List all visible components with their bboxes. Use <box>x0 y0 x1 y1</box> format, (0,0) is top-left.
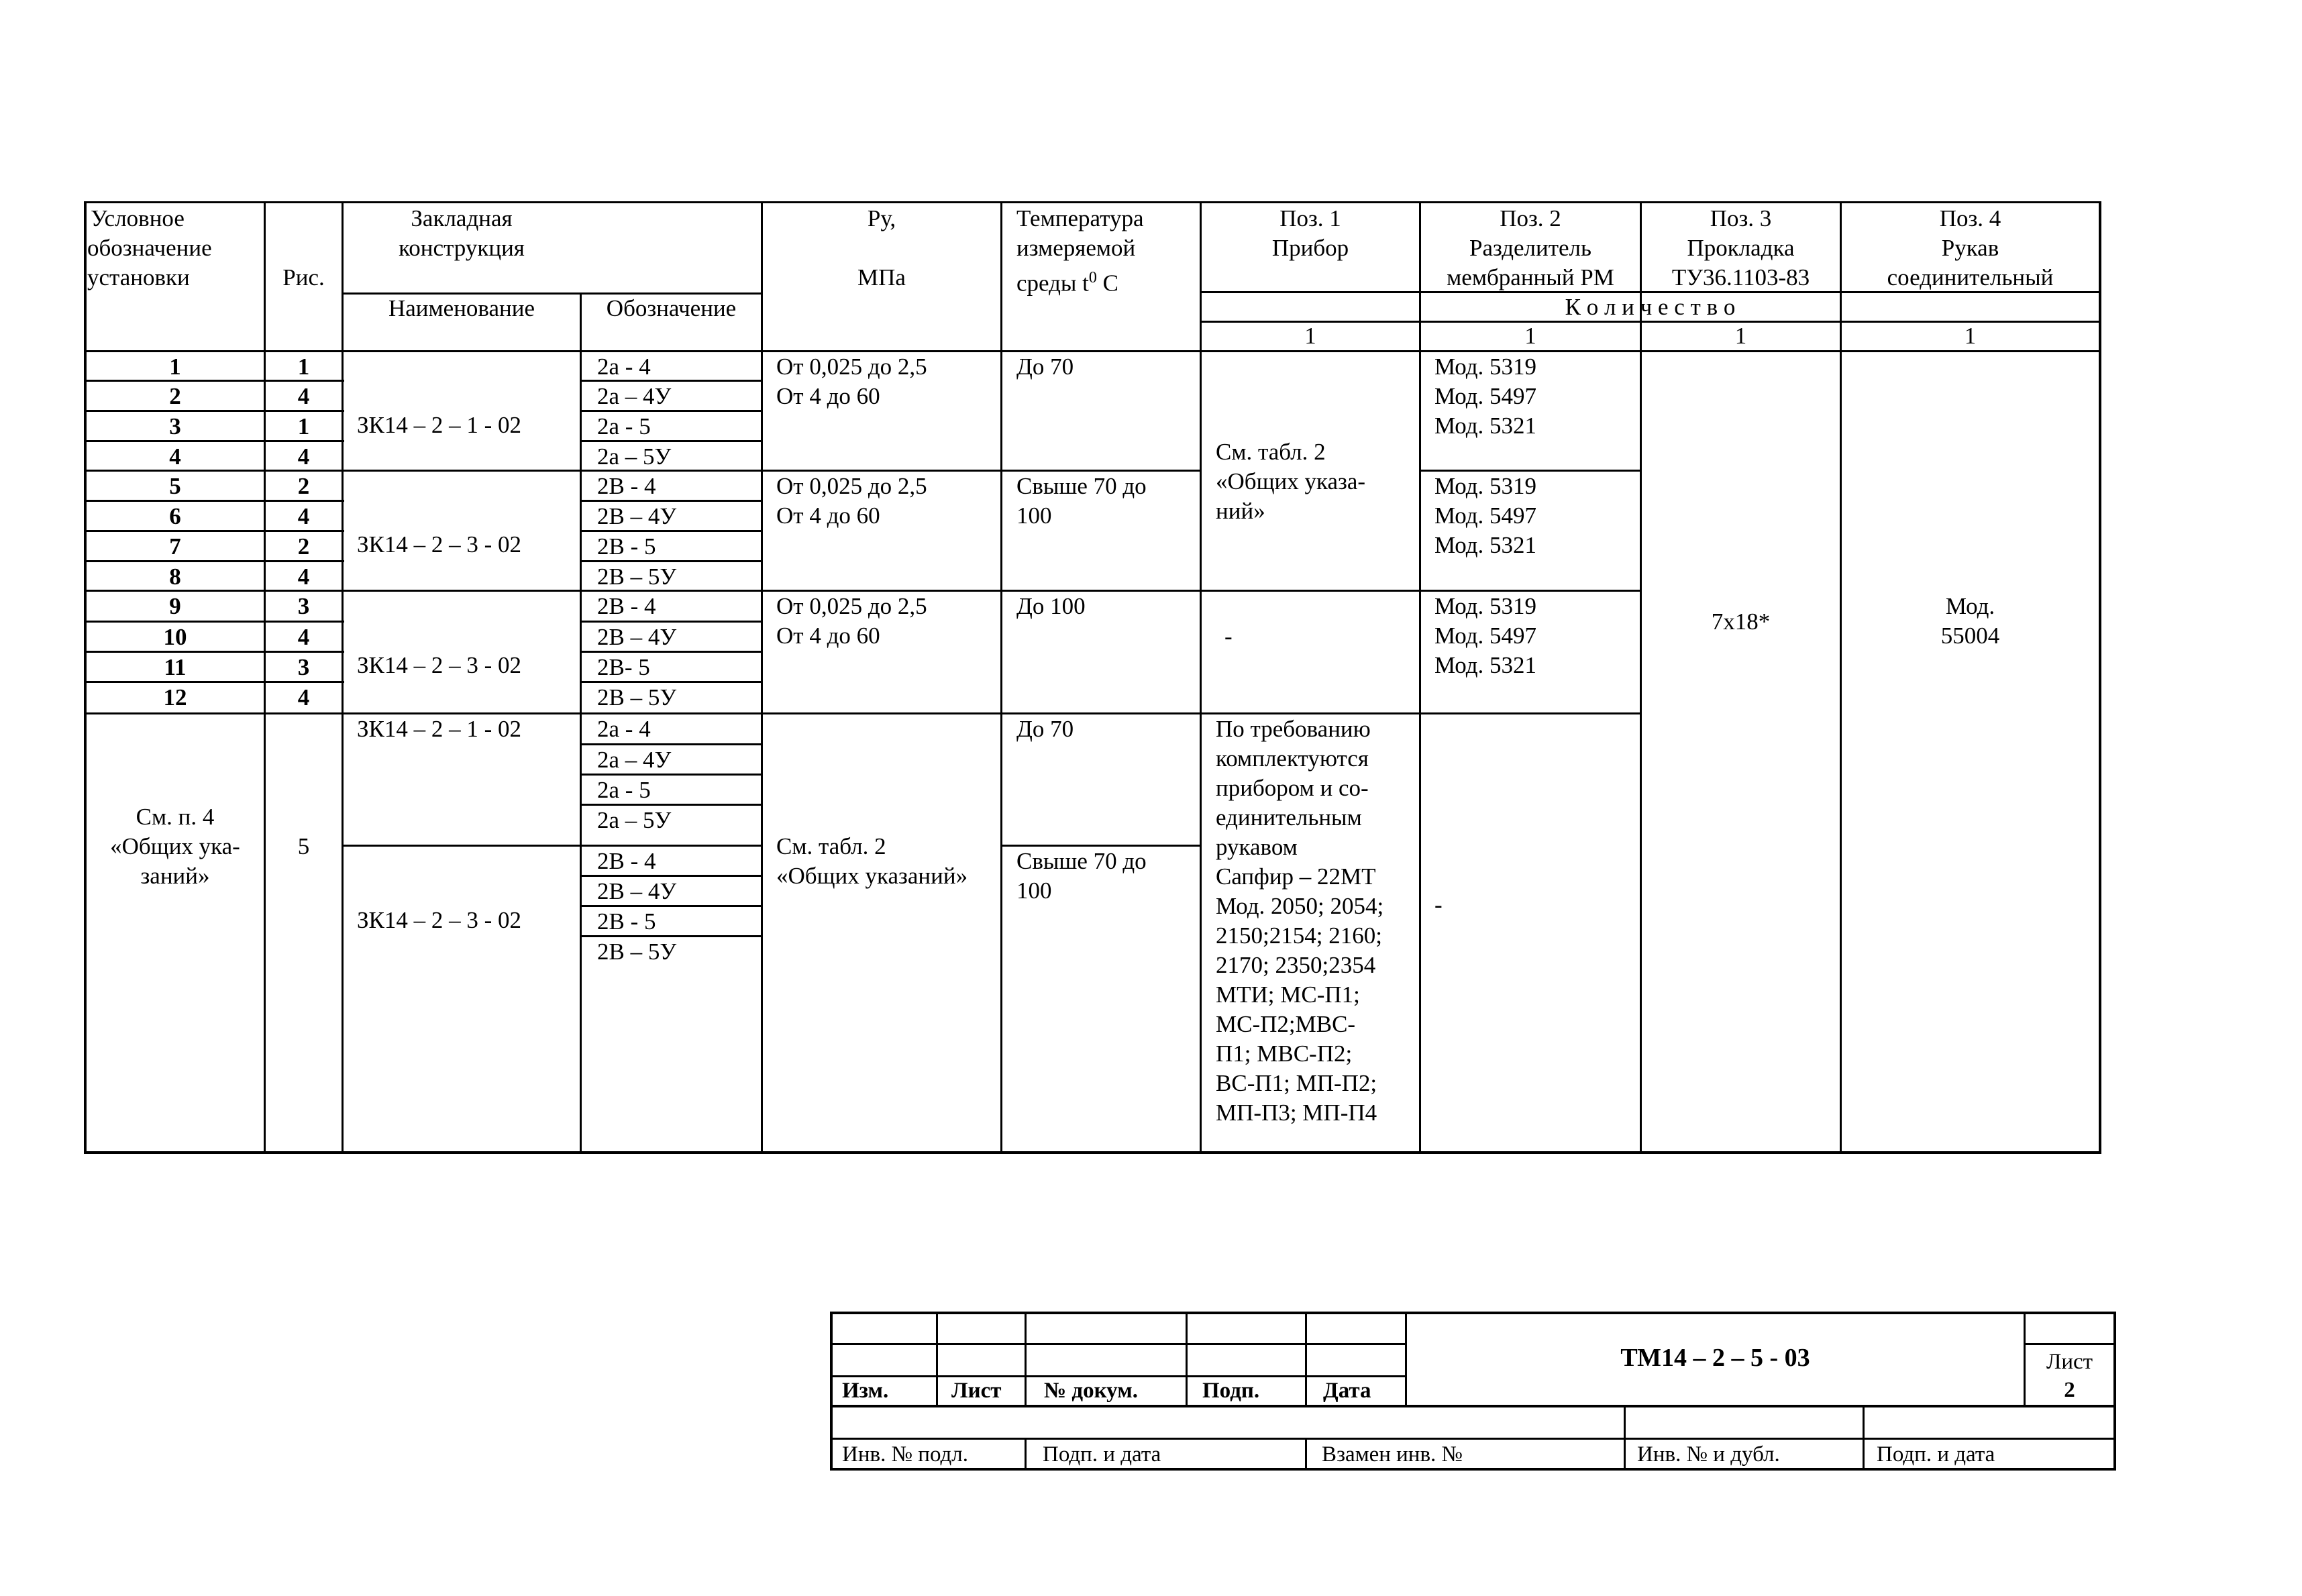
table-line <box>1000 201 1002 1153</box>
pressure-line: От 0,025 до 2,5 <box>776 473 927 499</box>
temperature-text: среды t <box>1016 270 1089 297</box>
stamp-inv-dubl: Инв. № и дубл. <box>1637 1442 1780 1467</box>
header-code-line: установки <box>87 264 190 290</box>
degree-sup: 0 <box>1088 269 1097 286</box>
bottom-pos1 <box>1216 714 1383 1128</box>
group-pressure <box>776 472 927 531</box>
table-line <box>2099 201 2101 1153</box>
stamp-line <box>1863 1405 1865 1469</box>
header-embedded <box>344 204 580 263</box>
row-number: 6 <box>169 503 181 529</box>
row-fig: 2 <box>297 533 310 560</box>
header-pos1 <box>1202 204 1419 263</box>
stamp-line <box>830 1343 1407 1345</box>
bottom-temp-line: 100 <box>1016 877 1052 904</box>
bottom-designation: 2а - 5 <box>597 777 651 803</box>
stamp-podp-data: Подп. и дата <box>1043 1442 1161 1467</box>
stamp-podp: Подп. <box>1202 1379 1260 1403</box>
bottom-pos1-line: МП-П3; МП-П4 <box>1216 1100 1377 1126</box>
bottom-temp-1: До 70 <box>1016 716 1074 742</box>
row-designation: 2В – 4У <box>597 624 677 650</box>
group-name: ЗК14 – 2 – 3 - 02 <box>357 531 522 557</box>
header-temperature-line: Температура <box>1016 205 1144 231</box>
bottom-fig: 5 <box>297 833 310 859</box>
stamp-line <box>2024 1343 2116 1345</box>
header-pos3-line: Прокладка <box>1687 235 1795 261</box>
stamp-list: Лист <box>951 1379 1002 1403</box>
bottom-pos1-line: Мод. 2050; 2054; <box>1216 893 1384 919</box>
header-pos2-line: мембранный РМ <box>1447 264 1614 290</box>
row-fig: 4 <box>297 443 310 470</box>
bottom-code <box>87 802 264 891</box>
group-temp: До 70 <box>1016 354 1074 380</box>
stamp-line <box>1624 1405 1626 1469</box>
header-temperature-line <box>1016 263 1198 299</box>
model-line: Мод. 5321 <box>1434 652 1537 678</box>
bottom-pos1-line: По требованию <box>1216 716 1371 742</box>
bottom-code-line: «Общих ука- <box>110 833 240 859</box>
row-designation: 2В - 5 <box>597 533 656 560</box>
bottom-code-line: См. п. 4 <box>136 804 215 830</box>
bottom-pos1-line: единительным <box>1216 804 1362 831</box>
stamp-line <box>2113 1312 2116 1471</box>
row-designation: 2В – 5У <box>597 564 677 590</box>
group-name: ЗК14 – 2 – 1 - 02 <box>357 412 522 438</box>
stamp-docnum: № докум. <box>1044 1379 1138 1403</box>
bottom-designation: 2В - 4 <box>597 848 656 874</box>
bottom-pos1-line: комплектуются <box>1216 745 1369 772</box>
row-designation: 2В- 5 <box>597 654 650 680</box>
pos1-note <box>1216 437 1365 526</box>
pressure-line: От 4 до 60 <box>776 623 880 649</box>
stamp-line <box>1025 1312 1027 1405</box>
row-number: 1 <box>169 354 181 380</box>
header-pos2-line: Разделитель <box>1469 235 1591 261</box>
header-pos1-line: Прибор <box>1271 235 1349 261</box>
row-designation: 2В – 5У <box>597 684 677 710</box>
row-fig: 4 <box>297 684 310 710</box>
group-pressure <box>776 352 927 411</box>
bottom-pos1-line: 2170; 2350;2354 <box>1216 952 1376 978</box>
bottom-pos1-line: ВС-П1; МП-П2; <box>1216 1070 1377 1096</box>
row-number: 8 <box>169 564 181 590</box>
stamp-line <box>830 1312 2116 1314</box>
header-code-line: Условное <box>91 205 185 231</box>
bottom-pos2: - <box>1434 892 1443 918</box>
bottom-pos1-line: МС-П2;МВС- <box>1216 1011 1356 1037</box>
stamp-sheet-number: 2 <box>2064 1378 2075 1402</box>
model-line: Мод. 5497 <box>1434 502 1537 529</box>
row-number: 7 <box>169 533 181 560</box>
group-temp <box>1016 472 1147 531</box>
stamp-line <box>936 1312 938 1405</box>
bottom-designation: 2В - 5 <box>597 908 656 935</box>
bottom-pos1-line: 2150;2154; 2160; <box>1216 922 1382 949</box>
pos4-value <box>1842 592 2099 651</box>
stamp-line <box>830 1405 2116 1407</box>
header-embedded-line: конструкция <box>399 235 525 261</box>
bottom-pos1-line: П1; МВС-П2; <box>1216 1041 1353 1067</box>
header-pos1-line: Поз. 1 <box>1279 205 1341 231</box>
header-qty-2: 1 <box>1524 323 1536 349</box>
row-fig: 2 <box>297 473 310 499</box>
stamp-inv-podl: Инв. № подл. <box>842 1442 969 1467</box>
pos1-note-line: См. табл. 2 <box>1216 439 1326 465</box>
bottom-designation: 2а - 4 <box>597 716 651 742</box>
table-line <box>84 201 2101 203</box>
header-qty-1: 1 <box>1304 323 1316 349</box>
stamp-line <box>1186 1312 1188 1405</box>
header-pos4-line: Поз. 4 <box>1939 205 2001 231</box>
bottom-temp-2 <box>1016 847 1147 906</box>
bottom-name-2: ЗК14 – 2 – 3 - 02 <box>357 907 522 933</box>
model-line: Мод. 5319 <box>1434 354 1537 380</box>
header-qty-3: 1 <box>1734 323 1747 349</box>
bottom-pos1-line: рукавом <box>1216 834 1298 860</box>
pos4-value-line: Мод. <box>1945 593 1995 619</box>
pos1-note-line: ний» <box>1216 498 1265 524</box>
header-pos3-line: ТУ36.1103-83 <box>1671 264 1810 290</box>
header-temperature-line: измеряемой <box>1016 235 1136 261</box>
header-designation: Обозначение <box>606 295 737 321</box>
pos1-note-line: «Общих указа- <box>1216 468 1366 494</box>
row-fig: 3 <box>297 654 310 680</box>
row-number: 9 <box>169 593 181 619</box>
table-line <box>580 292 582 1153</box>
model-line: Мод. 5497 <box>1434 383 1537 409</box>
row-number: 5 <box>169 473 181 499</box>
group-pressure <box>776 592 927 651</box>
row-designation: 2а – 4У <box>597 383 672 409</box>
header-quantity: К о л и ч е с т в о <box>1565 294 1736 320</box>
bottom-pressure-line: См. табл. 2 <box>776 833 886 859</box>
header-pressure-2: МПа <box>857 264 906 290</box>
bottom-designation: 2В – 4У <box>597 878 677 904</box>
header-embedded-line: Закладная <box>411 205 513 231</box>
pos4-value-line: 55004 <box>1940 623 2000 649</box>
row-designation: 2В – 4У <box>597 503 677 529</box>
bottom-code-line: заний» <box>140 863 210 889</box>
stamp-line <box>1305 1312 1307 1405</box>
row-number: 2 <box>169 383 181 409</box>
header-pos4-line: соединительный <box>1887 264 2054 290</box>
row-fig: 4 <box>297 624 310 650</box>
header-temperature <box>1016 204 1198 299</box>
row-number: 12 <box>163 684 187 710</box>
bottom-designation: 2а – 5У <box>597 807 672 833</box>
bottom-pos1-line: прибором и со- <box>1216 775 1369 801</box>
model-line: Мод. 5319 <box>1434 593 1537 619</box>
header-pos4 <box>1842 204 2099 292</box>
row-fig: 4 <box>297 503 310 529</box>
header-pos4-line: Рукав <box>1941 235 1999 261</box>
bottom-name-1: ЗК14 – 2 – 1 - 02 <box>357 716 522 742</box>
temperature-unit: С <box>1096 270 1119 297</box>
header-pressure-1: Ру, <box>867 205 896 231</box>
group-models <box>1434 352 1536 441</box>
header-name: Наименование <box>388 295 535 321</box>
stamp-sheet-label: Лист <box>2046 1350 2093 1374</box>
row-designation: 2а – 5У <box>597 443 672 470</box>
pos3-value: 7х18* <box>1711 608 1771 635</box>
table-line <box>761 201 763 1153</box>
header-pos3 <box>1642 204 1840 292</box>
stamp-line <box>1025 1438 1027 1469</box>
stamp-data: Дата <box>1323 1379 1371 1403</box>
model-line: Мод. 5321 <box>1434 532 1537 558</box>
model-line: Мод. 5321 <box>1434 413 1537 439</box>
model-line: Мод. 5319 <box>1434 473 1537 499</box>
header-code-line: обозначение <box>87 235 212 261</box>
table-line <box>342 845 762 847</box>
group-models <box>1434 592 1536 680</box>
row-designation: 2В - 4 <box>597 473 656 499</box>
row-number: 11 <box>164 654 187 680</box>
row-designation: 2а - 4 <box>597 354 651 380</box>
stamp-izm: Изм. <box>842 1379 889 1403</box>
bottom-pos1-line: Сапфир – 22МТ <box>1216 863 1376 890</box>
pressure-line: От 4 до 60 <box>776 383 880 409</box>
header-pos2-line: Поз. 2 <box>1500 205 1561 231</box>
bottom-designation: 2а – 4У <box>597 747 672 773</box>
group-temp: До 100 <box>1016 593 1086 619</box>
stamp-document-code: ТМ14 – 2 – 5 - 03 <box>1620 1344 1810 1372</box>
row-number: 10 <box>163 624 187 650</box>
row-fig: 4 <box>297 564 310 590</box>
stamp-vzamen: Взамен инв. № <box>1322 1442 1463 1467</box>
stamp-podp-data-2: Подп. и дата <box>1877 1442 1995 1467</box>
bottom-temp-line: Свыше 70 до <box>1016 848 1147 874</box>
header-fig: Рис. <box>282 264 325 290</box>
row-fig: 3 <box>297 593 310 619</box>
row-fig: 1 <box>297 413 310 439</box>
header-code <box>87 204 212 292</box>
row-fig: 4 <box>297 383 310 409</box>
stamp-line <box>1305 1438 1307 1469</box>
pos1-dash: - <box>1224 623 1233 649</box>
header-pos2 <box>1421 204 1640 292</box>
table-line <box>84 712 1642 714</box>
table-line <box>342 201 344 1153</box>
row-fig: 1 <box>297 354 310 380</box>
bottom-designation: 2В – 5У <box>597 939 677 965</box>
row-designation: 2а - 5 <box>597 413 651 439</box>
stamp-line <box>830 1312 833 1471</box>
pressure-line: От 4 до 60 <box>776 502 880 529</box>
row-number: 3 <box>169 413 181 439</box>
temp-line: 100 <box>1016 502 1052 529</box>
header-qty-4: 1 <box>1964 323 1977 349</box>
pressure-line: От 0,025 до 2,5 <box>776 593 927 619</box>
row-number: 4 <box>169 443 181 470</box>
group-models <box>1434 472 1536 560</box>
temp-line: Свыше 70 до <box>1016 473 1147 499</box>
row-designation: 2В - 4 <box>597 593 656 619</box>
group-name: ЗК14 – 2 – 3 - 02 <box>357 652 522 678</box>
bottom-pressure <box>776 832 967 891</box>
model-line: Мод. 5497 <box>1434 623 1537 649</box>
header-pos3-line: Поз. 3 <box>1710 205 1772 231</box>
pressure-line: От 0,025 до 2,5 <box>776 354 927 380</box>
table-line <box>84 1151 2101 1154</box>
bottom-pressure-line: «Общих указаний» <box>776 863 968 889</box>
bottom-pos1-line: МТИ; МС-П1; <box>1216 981 1360 1008</box>
